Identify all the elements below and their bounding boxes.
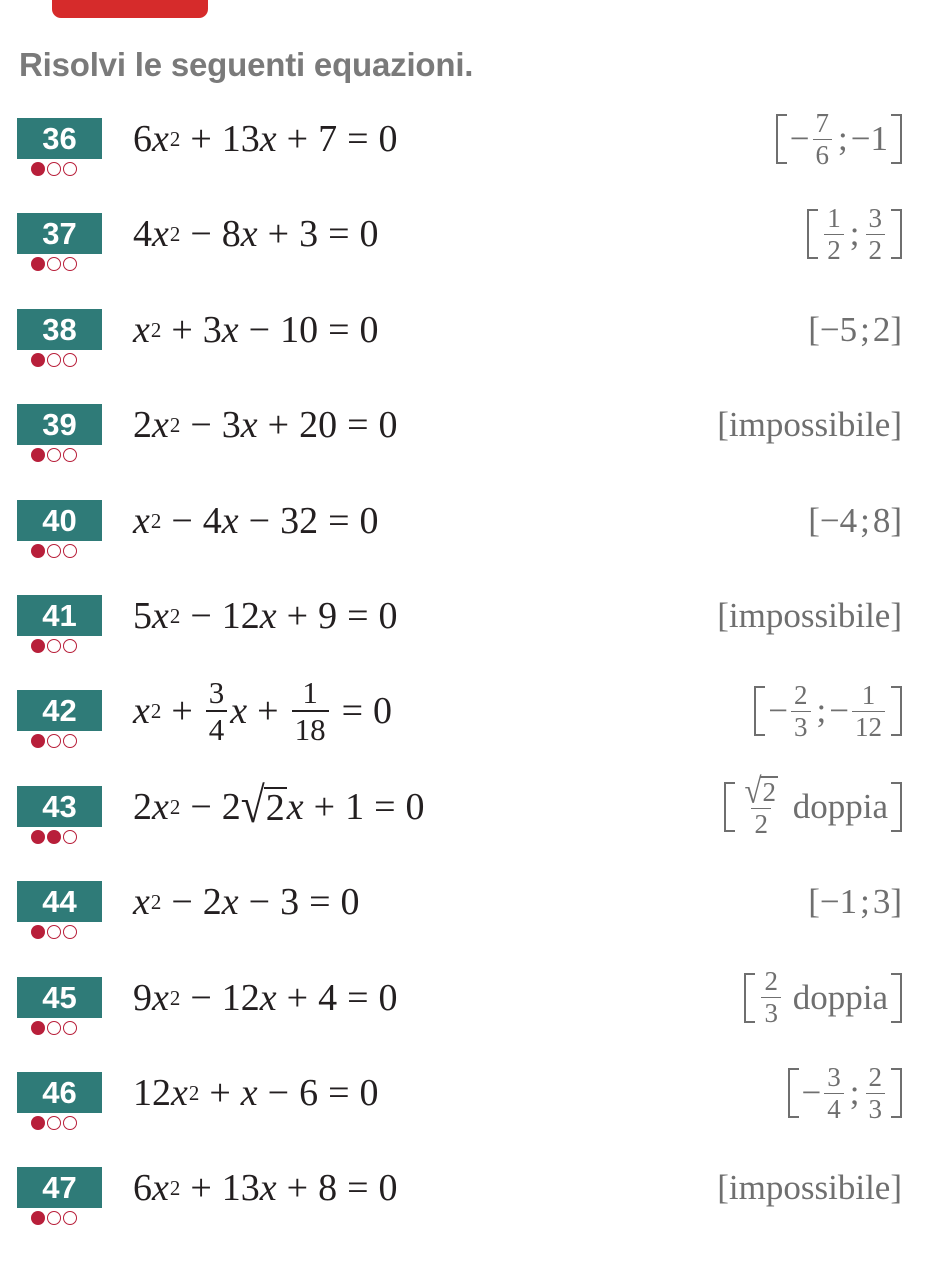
difficulty-dot-empty-icon bbox=[63, 448, 77, 462]
difficulty-dot-empty-icon bbox=[47, 162, 61, 176]
difficulty-dot-filled-icon bbox=[31, 830, 45, 844]
difficulty-dot-empty-icon bbox=[47, 1211, 61, 1225]
exercise-row bbox=[0, 770, 942, 881]
solution: $\frac{1}{2}$ ; $\frac{3}{2}$ bbox=[807, 207, 902, 261]
difficulty-indicator bbox=[31, 830, 77, 846]
equation: x 2 − 4 x − 32 = 0 bbox=[133, 499, 379, 542]
equation: 6 x 2 + 13 x + 8 = 0 bbox=[133, 1167, 398, 1210]
exercise-number-badge: 45 bbox=[17, 977, 102, 1018]
exercise-row bbox=[0, 966, 942, 1072]
equation: 9 x 2 − 12 x + 4 = 0 bbox=[133, 976, 398, 1019]
solution: [−5 ; 2] bbox=[808, 309, 902, 349]
difficulty-dot-empty-icon bbox=[47, 448, 61, 462]
top-tab-marker bbox=[52, 0, 208, 18]
exercise-number-badge: 37 bbox=[17, 213, 102, 254]
exercise-number-badge: 46 bbox=[17, 1072, 102, 1113]
difficulty-dot-empty-icon bbox=[63, 925, 77, 939]
difficulty-dot-filled-icon bbox=[31, 1021, 45, 1035]
difficulty-dot-empty-icon bbox=[63, 734, 77, 748]
difficulty-dot-empty-icon bbox=[47, 925, 61, 939]
exercise-number-badge: 40 bbox=[17, 500, 102, 541]
solution: − $\frac{3}{4}$ ; $\frac{2}{3}$ bbox=[788, 1066, 902, 1120]
difficulty-indicator bbox=[31, 162, 77, 178]
equation: x 2 + $\frac{3}{4}$ x + $\frac{1}{18}$ = 0 bbox=[133, 675, 393, 748]
equation: 12 x 2 + x − 6 = 0 bbox=[133, 1072, 379, 1114]
difficulty-indicator bbox=[31, 353, 77, 369]
difficulty-dot-empty-icon bbox=[47, 639, 61, 653]
difficulty-indicator bbox=[31, 257, 77, 273]
exercise-number-badge: 39 bbox=[17, 404, 102, 445]
difficulty-dot-filled-icon bbox=[31, 257, 45, 271]
difficulty-dot-filled-icon bbox=[31, 1211, 45, 1225]
exercise-row bbox=[0, 881, 942, 976]
exercise-number-badge: 43 bbox=[17, 786, 102, 827]
equation: 6 x 2 + 13 x + 7 = 0 bbox=[133, 118, 398, 160]
difficulty-dot-empty-icon bbox=[47, 1021, 61, 1035]
solution: [impossibile] bbox=[717, 405, 902, 445]
equation: x 2 + 3 x − 10 = 0 bbox=[133, 308, 379, 351]
difficulty-dot-empty-icon bbox=[63, 830, 77, 844]
equation: 4 x 2 − 8 x + 3 = 0 bbox=[133, 213, 379, 256]
exercise-row bbox=[0, 202, 942, 308]
difficulty-dot-empty-icon bbox=[63, 1116, 77, 1130]
exercise-number-badge: 42 bbox=[17, 690, 102, 731]
difficulty-dot-empty-icon bbox=[47, 1116, 61, 1130]
difficulty-dot-filled-icon bbox=[31, 639, 45, 653]
difficulty-dot-filled-icon bbox=[31, 925, 45, 939]
difficulty-dot-empty-icon bbox=[63, 639, 77, 653]
difficulty-indicator bbox=[31, 639, 77, 655]
difficulty-dot-empty-icon bbox=[47, 257, 61, 271]
difficulty-dot-filled-icon bbox=[31, 544, 45, 558]
equation: x 2 − 2 x − 3 = 0 bbox=[133, 881, 360, 924]
difficulty-indicator bbox=[31, 734, 77, 750]
page-title: Risolvi le seguenti equazioni. bbox=[19, 46, 474, 83]
difficulty-dot-filled-icon bbox=[47, 830, 61, 844]
exercise-number-badge: 44 bbox=[17, 881, 102, 922]
solution: [−1 ; 3] bbox=[808, 882, 902, 922]
solution: − $\frac{7}{6}$ ; −1 bbox=[776, 112, 902, 166]
exercise-row bbox=[0, 500, 942, 595]
solution: $\frac{2}{3}$ doppia bbox=[744, 971, 902, 1025]
exercise-number-badge: 38 bbox=[17, 309, 102, 350]
solution: [−4 ; 8] bbox=[808, 500, 902, 540]
difficulty-dot-empty-icon bbox=[63, 257, 77, 271]
solution: √ 2 2 doppia bbox=[724, 780, 902, 834]
difficulty-indicator bbox=[31, 448, 77, 464]
difficulty-dot-empty-icon bbox=[47, 734, 61, 748]
exercise-row bbox=[0, 107, 942, 213]
difficulty-indicator bbox=[31, 1116, 77, 1132]
exercise-number-badge: 36 bbox=[17, 118, 102, 159]
exercise-number-badge: 47 bbox=[17, 1167, 102, 1208]
difficulty-dot-empty-icon bbox=[63, 1211, 77, 1225]
difficulty-indicator bbox=[31, 1211, 77, 1227]
difficulty-dot-filled-icon bbox=[31, 448, 45, 462]
equation: 5 x 2 − 12 x + 9 = 0 bbox=[133, 595, 398, 637]
difficulty-dot-empty-icon bbox=[63, 1021, 77, 1035]
difficulty-dot-filled-icon bbox=[31, 353, 45, 367]
solution: [impossibile] bbox=[717, 1168, 902, 1208]
exercise-row bbox=[0, 1061, 942, 1167]
difficulty-dot-empty-icon bbox=[47, 544, 61, 558]
solution: [impossibile] bbox=[717, 596, 902, 635]
difficulty-indicator bbox=[31, 1021, 77, 1037]
exercise-row bbox=[0, 309, 942, 404]
equation: 2 x 2 − 3 x + 20 = 0 bbox=[133, 404, 398, 447]
difficulty-dot-filled-icon bbox=[31, 162, 45, 176]
difficulty-dot-empty-icon bbox=[63, 353, 77, 367]
exercise-row bbox=[0, 404, 942, 499]
exercise-row bbox=[0, 1167, 942, 1262]
difficulty-dot-filled-icon bbox=[31, 734, 45, 748]
difficulty-indicator bbox=[31, 544, 77, 560]
difficulty-dot-empty-icon bbox=[63, 544, 77, 558]
exercise-row bbox=[0, 595, 942, 690]
solution: − $\frac{2}{3}$ ; − $\frac{1}{12}$ bbox=[754, 684, 902, 738]
equation: 2 x 2 − 2 √ 2 x + 1 = 0 bbox=[133, 778, 425, 834]
exercise-number-badge: 41 bbox=[17, 595, 102, 636]
exercise-row bbox=[0, 675, 942, 785]
difficulty-dot-filled-icon bbox=[31, 1116, 45, 1130]
difficulty-dot-empty-icon bbox=[47, 353, 61, 367]
difficulty-indicator bbox=[31, 925, 77, 941]
difficulty-dot-empty-icon bbox=[63, 162, 77, 176]
